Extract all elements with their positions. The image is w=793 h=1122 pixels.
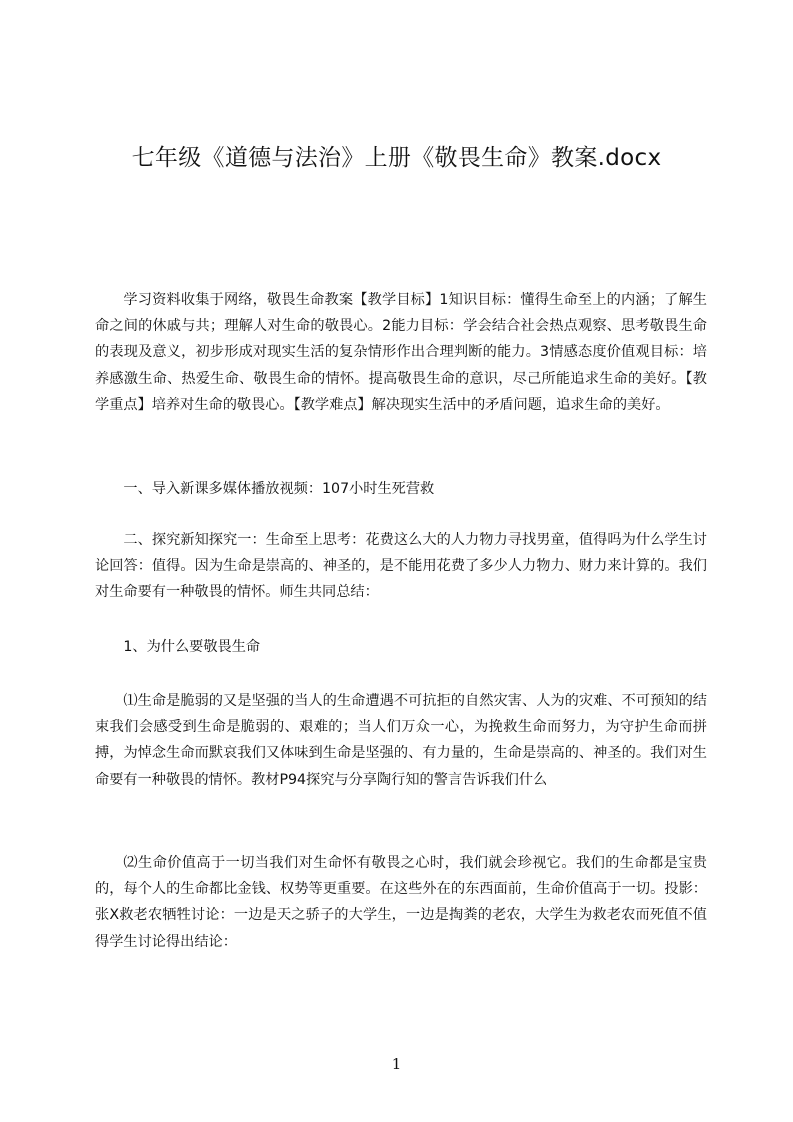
section-heading-why-revere-life: 1、为什么要敬畏生命 bbox=[123, 639, 261, 655]
paragraph-life-fragile-and-strong: ⑴生命是脆弱的又是坚强的当人的生命遭遇不可抗拒的自然灾害、人为的灾难、不可预知的结束我们会感受到生命是脆弱的、艰难的；当人们万众一心，为挽救生命而努力，为守护生命而拼搏，为悼念生命而默哀我们又体味到生命是坚强的、有力量的，生命是崇高的、神圣的。我们对生命要有一种敬畏的情怀。教材P94探究与分享陶行知的警言告诉我们什么 bbox=[95, 693, 707, 788]
paragraph-life-value-highest: ⑵生命价值高于一切当我们对生命怀有敬畏之心时，我们就会珍视它。我们的生命都是宝贵的，每个人的生命都比金钱、权势等更重要。在这些外在的东西面前，生命价值高于一切。投影：张X救老农牺牲讨论：一边是天之骄子的大学生，一边是掏粪的老农，大学生为救老农而死值不值得学生讨论得出结论： bbox=[95, 855, 707, 950]
paragraph-exploration: 二、探究新知探究一：生命至上思考：花费这么大的人力物力寻找男童，值得吗为什么学生讨论回答：值得。因为生命是崇高的、神圣的，是不能用花费了多少人力物力、财力来计算的。我们对生命要有一种敬畏的情怀。师生共同总结： bbox=[95, 532, 707, 601]
page-number: 1 bbox=[391, 1055, 402, 1073]
document-title: 七年级《道德与法治》上册《敬畏生命》教案.docx bbox=[131, 145, 662, 171]
paragraph-introduction: 一、导入新课多媒体播放视频：107小时生死营救 bbox=[123, 481, 435, 497]
paragraph-objectives: 学习资料收集于网络，敬畏生命教案【教学目标】1知识目标：懂得生命至上的内涵；了解生命之间的休戚与共；理解人对生命的敬畏心。2能力目标：学会结合社会热点观察、思考敬畏生命的表现及意义，初步形成对现实生活的复杂情形作出合理判断的能力。3情感态度价值观目标：培养感激生命、热爱生命、敬畏生命的情怀。提高敬畏生命的意识，尽己所能追求生命的美好。【教学重点】培养对生命的敬畏心。【教学难点】解决现实生活中的矛盾问题，追求生命的美好。 bbox=[95, 292, 707, 413]
